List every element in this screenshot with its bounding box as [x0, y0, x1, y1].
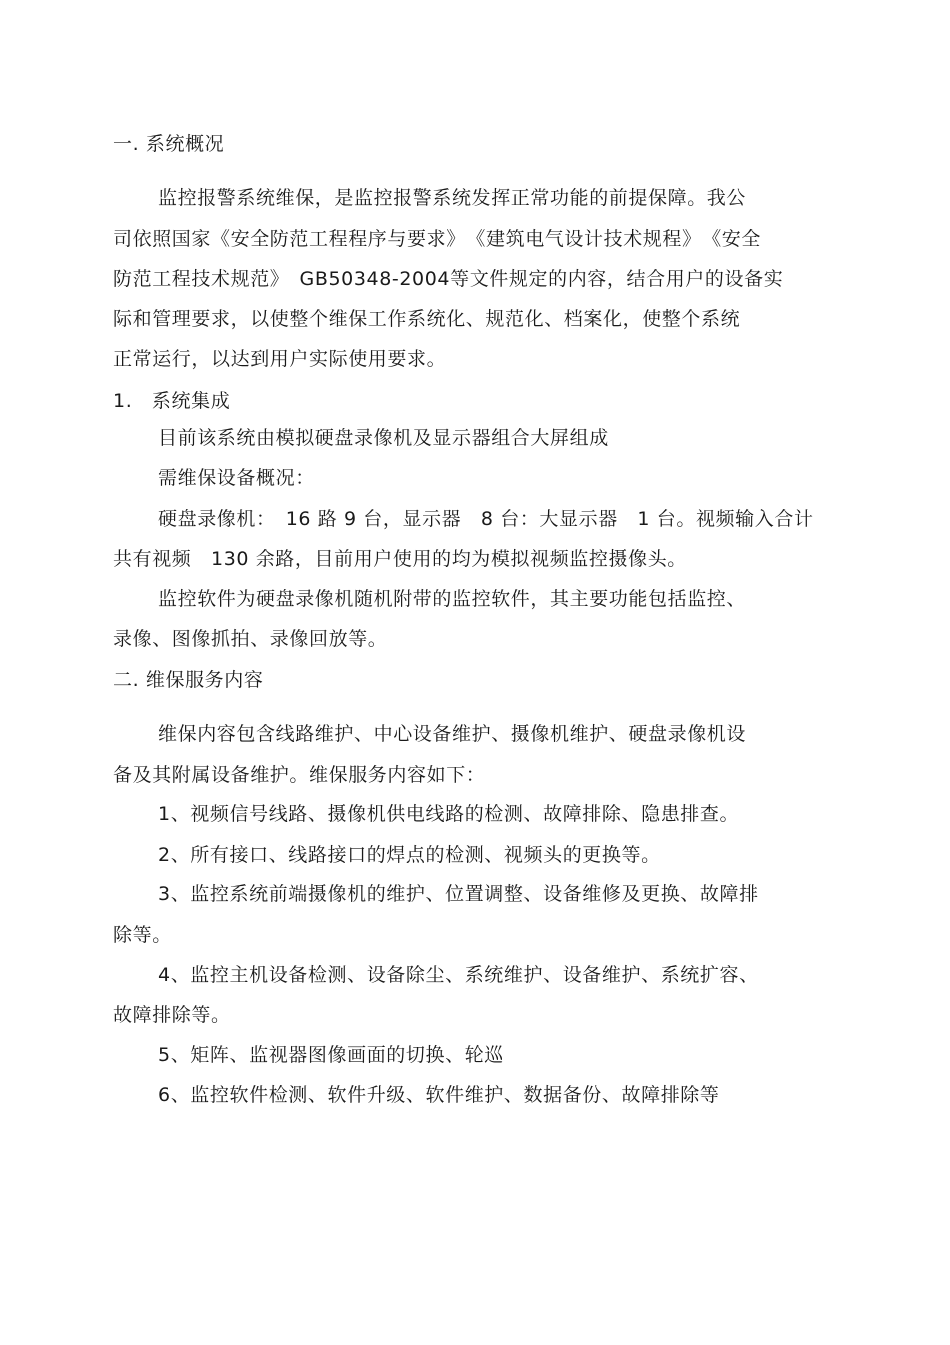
service-item-3-line-1: 3、监控系统前端摄像机的维护、位置调整、设备维修及更换、故障排: [158, 883, 759, 905]
service-item-6: 6、监控软件检测、软件升级、软件维护、数据备份、故障排除等: [158, 1084, 720, 1106]
equipment-line-2: 共有视频 130 余路，目前用户使用的均为模拟视频监控摄像头。: [113, 548, 687, 570]
service-item-4-line-1: 4、监控主机设备检测、设备除尘、系统维护、设备维护、系统扩容、: [158, 964, 759, 986]
section1-intro-line-4: 际和管理要求，以使整个维保工作系统化、规范化、档案化，使整个系统: [113, 308, 741, 330]
software-line-2: 录像、图像抓拍、录像回放等。: [113, 628, 388, 650]
section2-intro-line-1: 维保内容包含线路维护、中心设备维护、摄像机维护、硬盘录像机设: [158, 723, 747, 745]
section1-intro-line-1: 监控报警系统维保，是监控报警系统发挥正常功能的前提保障。我公: [158, 187, 747, 209]
service-item-4-line-2: 故障排除等。: [113, 1004, 231, 1026]
service-item-3-line-2: 除等。: [113, 924, 172, 946]
section1-intro-line-5: 正常运行，以达到用户实际使用要求。: [113, 348, 447, 370]
service-item-5: 5、矩阵、监视器图像画面的切换、轮巡: [158, 1044, 504, 1066]
equipment-line-1: 硬盘录像机： 16 路 9 台，显示器 8 台：大显示器 1 台。视频输入合计: [158, 508, 814, 530]
integration-text: 目前该系统由模拟硬盘录像机及显示器组合大屏组成: [158, 427, 609, 449]
service-item-2: 2、所有接口、线路接口的焊点的检测、视频头的更换等。: [158, 844, 661, 866]
section2-intro-line-2: 备及其附属设备维护。维保服务内容如下：: [113, 764, 486, 786]
section2-heading: 二. 维保服务内容: [113, 669, 264, 691]
section1-intro-line-2: 司依照国家《安全防范工程程序与要求》 《建筑电气设计技术规程》 《安全: [113, 228, 762, 250]
software-line-1: 监控软件为硬盘录像机随机附带的监控软件，其主要功能包括监控、: [158, 588, 747, 610]
section1-heading: 一. 系统概况: [113, 133, 225, 155]
service-item-1: 1、视频信号线路、摄像机供电线路的检测、故障排除、隐患排查。: [158, 803, 740, 825]
equipment-title: 需维保设备概况：: [158, 467, 315, 489]
section1-intro-line-3: 防范工程技术规范》 GB50348-2004等文件规定的内容，结合用户的设备实: [113, 268, 784, 290]
subsection-heading-system-integration: 1. 系统集成: [113, 390, 231, 412]
